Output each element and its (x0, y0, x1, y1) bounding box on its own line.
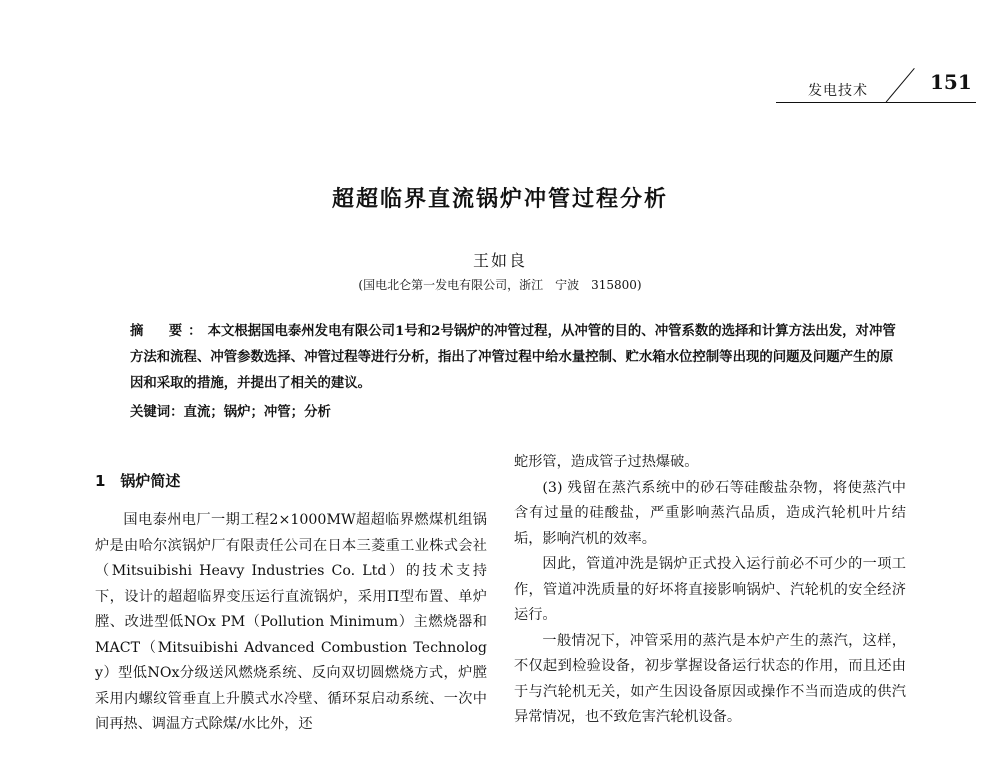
header-rule (776, 102, 976, 103)
abstract-text: 本文根据国电泰州发电有限公司1号和2号锅炉的冲管过程，从冲管的目的、冲管系数的选择和计算方法出发，对冲管方法和流程、冲管参数选择、冲管过程等进行分析，指出了冲管过程中给水量控制、贮水箱水位控制等出现的问题及问题产生的原因和采取的措施，并提出了相关的建议。 (130, 323, 896, 391)
body-paragraph: 蛇形管，造成管子过热爆破。 (514, 454, 699, 470)
header-slash-divider (886, 68, 915, 102)
left-column (95, 470, 487, 738)
section-heading: 1 锅炉简述 (95, 472, 181, 490)
abstract (130, 318, 900, 396)
article-author: 王如良 (472, 251, 527, 270)
journal-section-label: 发电技术 (808, 83, 868, 99)
body-paragraph: (3) 残留在蒸汽系统中的砂石等硅酸盐杂物，将使蒸汽中含有过量的硅酸盐，严重影响蒸汽品质，造成汽轮机叶片结垢，影响汽机的效率。 (514, 479, 906, 547)
body-paragraph: 因此，管道冲洗是锅炉正式投入运行前必不可少的一项工作，管道冲洗质量的好坏将直接影响锅炉、汽轮机的安全经济运行。 (514, 556, 906, 623)
body-paragraph: 国电泰州电厂一期工程2×1000MW超超临界燃煤机组锅炉是由哈尔滨锅炉厂有限责任公司在日本三菱重工业株式会社（Mitsuibishi Heavy Industries Co. Ltd）的技术支持下，设计的超超临界变压运行直流锅炉，采用Π型布置、单炉膛、改进型低NOx PM（Pollution Minimum）主燃烧器和MACT（Mitsuibishi Advanced Combustion Technology）型低NOx分级送风燃烧系统、反向双切圆燃烧方式，炉膛采用内螺纹管垂直上升膜式水冷壁、循环泵启动系统、一次中间再热、调温方式除煤/水比外，还 (95, 512, 487, 732)
body-paragraph: 一般情况下，冲管采用的蒸汽是本炉产生的蒸汽，这样，不仅起到检验设备，初步掌握设备运行状态的作用，而且还由于与汽轮机无关，如产生因设备原因或操作不当而造成的供汽异常情况，也不致危害汽轮机设备。 (514, 632, 906, 725)
page-number: 151 (930, 70, 972, 94)
keywords-label: 关键词： (130, 404, 184, 420)
article-title: 超超临界直流锅炉冲管过程分析 (331, 186, 668, 212)
right-column (514, 450, 906, 731)
author-affiliation: (国电北仑第一发电有限公司，浙江 宁波 315800) (358, 278, 642, 292)
keywords (130, 401, 900, 420)
keywords-text: 直流；锅炉；冲管；分析 (183, 404, 331, 420)
abstract-label: 摘 要： (130, 323, 208, 339)
